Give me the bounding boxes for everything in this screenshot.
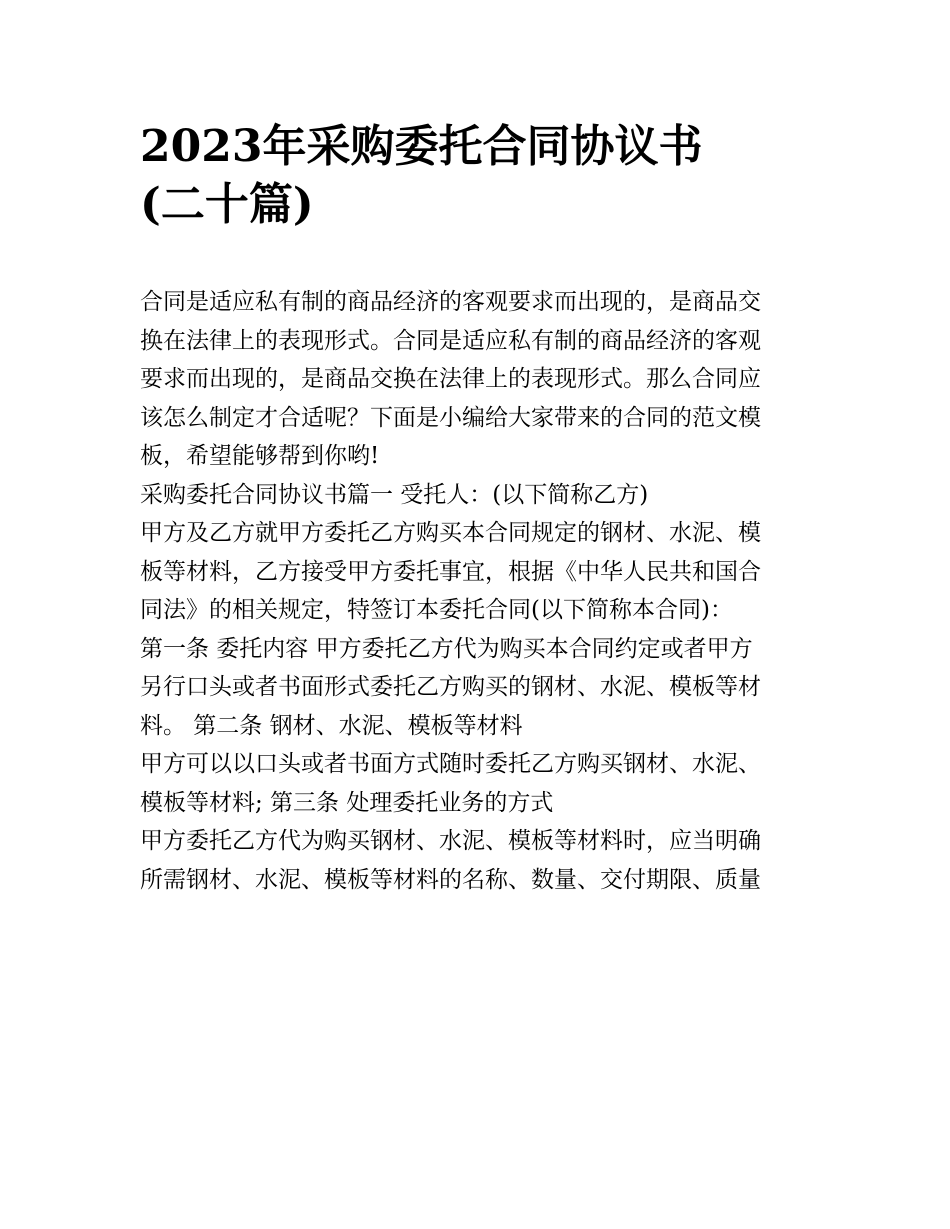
body-line: 板，希望能够帮到你哟!: [140, 443, 380, 469]
body-line: 要求而出现的，是商品交换在法律上的表现形式。那么合同应: [140, 366, 761, 392]
body-line: 该怎么制定才合适呢？下面是小编给大家带来的合同的范文模: [140, 404, 761, 431]
body-line: 板等材料，乙方接受甲方委托事宜，根据《中华人民共和国合: [140, 558, 761, 585]
body-line: 甲方委托乙方代为购买钢材、水泥、模板等材料时，应当明确: [140, 828, 761, 854]
title-line-1: 2023年采购委托合同协议书: [140, 121, 703, 172]
body-line: 另行口头或者书面形式委托乙方购买的钢材、水泥、模板等材: [140, 674, 761, 700]
document-title: [140, 118, 820, 234]
title-line-2: (二十篇): [140, 179, 314, 230]
body-line: 采购委托合同协议书篇一 受托人：(以下简称乙方): [140, 481, 649, 508]
body-line: 第一条 委托内容 甲方委托乙方代为购买本合同约定或者甲方: [140, 635, 753, 662]
body-line: 甲方可以以口头或者书面方式随时委托乙方购买钢材、水泥、: [140, 751, 761, 777]
body-line: 合同是适应私有制的商品经济的客观要求而出现的，是商品交: [140, 289, 761, 315]
body-line: 所需钢材、水泥、模板等材料的名称、数量、交付期限、质量: [140, 866, 761, 893]
body-line: 料。 第二条 钢材、水泥、模板等材料: [140, 712, 523, 739]
body-line: 换在法律上的表现形式。合同是适应私有制的商品经济的客观: [140, 327, 761, 354]
body-line: 同法》的相关规定，特签订本委托合同(以下简称本合同)：: [140, 597, 733, 623]
body-line: 模板等材料; 第三条 处理委托业务的方式: [140, 789, 554, 816]
document-body: [140, 283, 820, 899]
body-line: 甲方及乙方就甲方委托乙方购买本合同规定的钢材、水泥、模: [140, 520, 761, 546]
